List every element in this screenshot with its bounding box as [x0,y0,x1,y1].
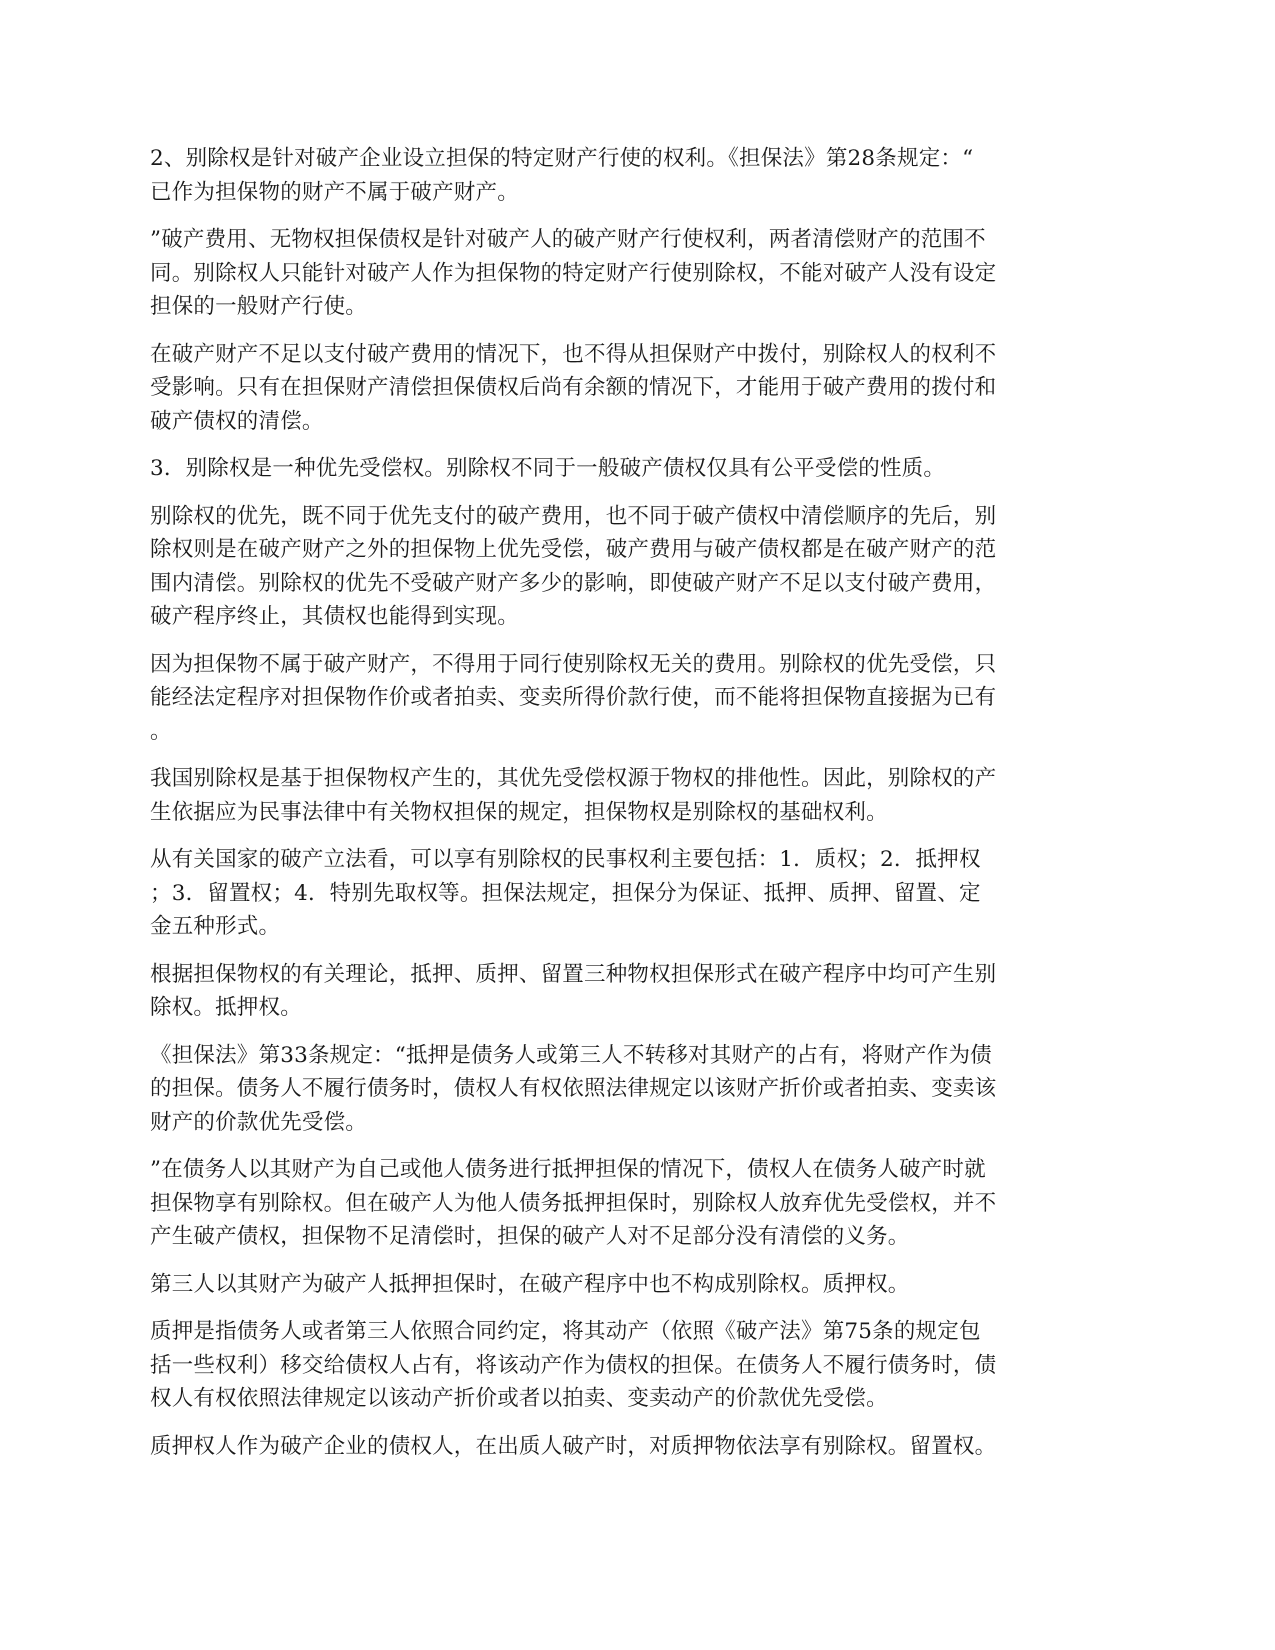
paragraph-13: 质押是指债务人或者第三人依照合同约定，将其动产（依照《破产法》第75条的规定包 括一些权利）移交给债权人占有，将该动产作为债权的担保。在债务人不履行债务时，债 权人有权依照法律规定以该动产折价或者以拍卖、变卖动产的价款优先受偿。 [150,1319,997,1411]
paragraph-4: 3．别除权是一种优先受偿权。别除权不同于一般破产债权仅具有公平受偿的性质。 [150,456,946,481]
paragraph-12: 第三人以其财产为破产人抵押担保时，在破产程序中也不构成别除权。质押权。 [150,1271,910,1297]
paragraph-11: ”在债务人以其财产为自己或他人债务进行抵押担保的情况下，债权人在债务人破产时就 担保物享有别除权。但在破产人为他人债务抵押担保时，别除权人放弃优先受偿权，并不 产生破产债权，担保物不足清偿时，担保的破产人对不足部分没有清偿的义务。 [150,1157,997,1249]
paragraph-7: 我国别除权是基于担保物权产生的，其优先受偿权源于物权的排他性。因此，别除权的产 生依据应为民事法律中有关物权担保的规定，担保物权是别除权的基础权利。 [150,766,997,825]
paragraph-2: ”破产费用、无物权担保债权是针对破产人的破产财产行使权利，两者清偿财产的范围不 同。别除权人只能针对破产人作为担保物的特定财产行使别除权，不能对破产人没有设定 担保的一般财产行使。 [150,227,997,319]
document-body [150,142,1130,1477]
paragraph-10: 《担保法》第33条规定：“抵押是债务人或第三人不转移对其财产的占有，将财产作为债 的担保。债务人不履行债务时，债权人有权依照法律规定以该财产折价或者拍卖、变卖该 财产的价款优先受偿。 [150,1042,997,1135]
paragraph-9: 根据担保物权的有关理论，抵押、质押、留置三种物权担保形式在破产程序中均可产生别 除权。抵押权。 [150,961,997,1020]
paragraph-8: 从有关国家的破产立法看，可以享有别除权的民事权利主要包括：1．质权；2．抵押权 ；3．留置权；4．特别先取权等。担保法规定，担保分为保证、抵押、质押、留置、定 金五种形式。 [150,847,981,939]
paragraph-6: 因为担保物不属于破产财产，不得用于同行使别除权无关的费用。别除权的优先受偿，只 能经法定程序对担保物作价或者拍卖、变卖所得价款行使，而不能将担保物直接据为已有 。 [150,651,997,744]
paragraph-3: 在破产财产不足以支付破产费用的情况下，也不得从担保财产中拨付，别除权人的权利不 受影响。只有在担保财产清偿担保债权后尚有余额的情况下，才能用于破产费用的拨付和 破产债权的清偿。 [150,341,997,434]
paragraph-5: 别除权的优先，既不同于优先支付的破产费用，也不同于破产债权中清偿顺序的先后，别 除权则是在破产财产之外的担保物上优先受偿，破产费用与破产债权都是在破产财产的范 围内清偿。别除权的优先不受破产财产多少的影响，即使破产财产不足以支付破产费用， 破产程序终止，其债权也能得到实现。 [150,503,997,629]
paragraph-14: 质押权人作为破产企业的债权人，在出质人破产时，对质押物依法享有别除权。留置权。 [150,1433,997,1459]
paragraph-1: 2、别除权是针对破产企业设立担保的特定财产行使的权利。《担保法》第28条规定：“ 已作为担保物的财产不属于破产财产。 [150,146,974,205]
